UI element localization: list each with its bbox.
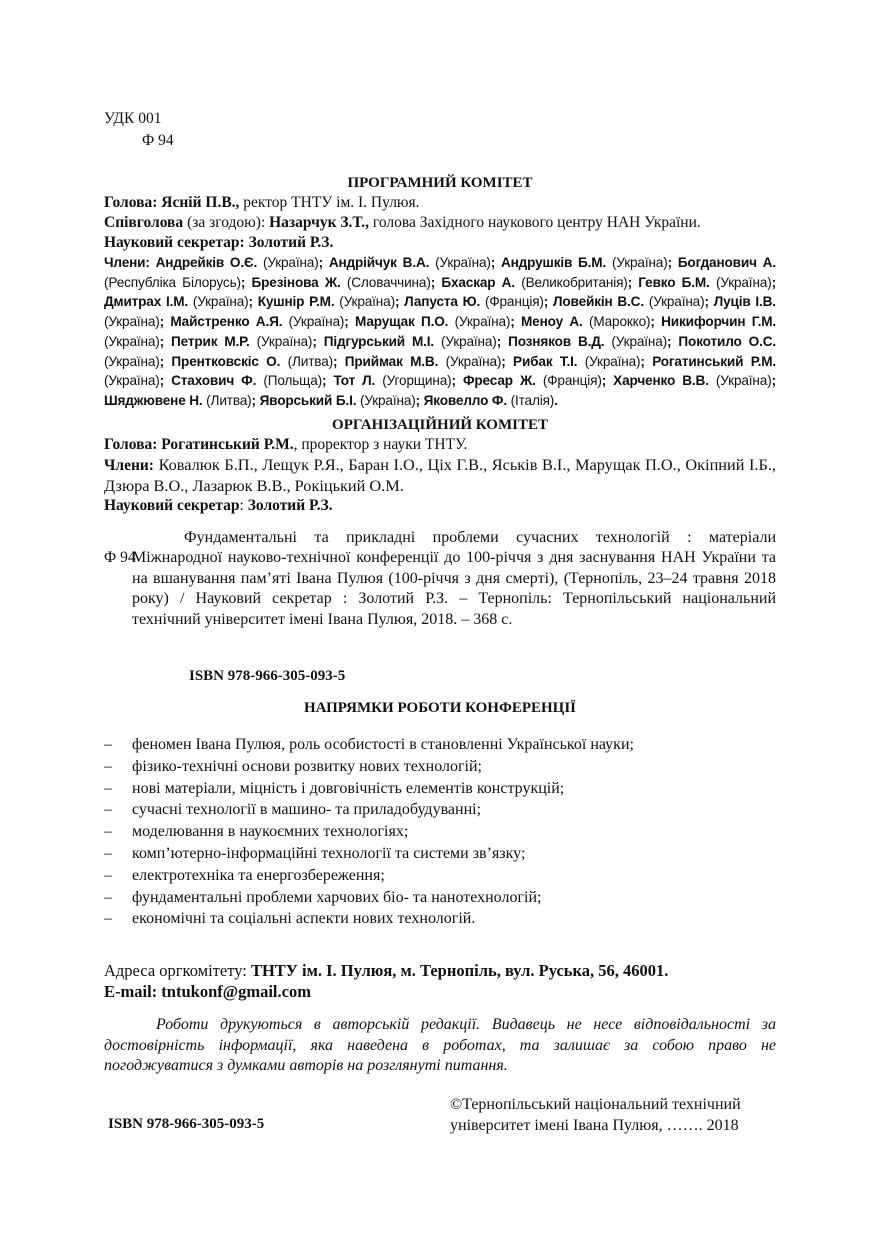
member-country: (Україна) xyxy=(334,294,395,310)
org-chair-role: , проректор з науки ТНТУ. xyxy=(293,436,468,453)
secretary-label: Науковий секретар: xyxy=(104,234,245,251)
member-name: Фресар Ж. xyxy=(462,373,536,389)
direction-item xyxy=(104,844,776,866)
member-country: (Україна) xyxy=(104,314,160,330)
member-entry: Петрик М.Р. (Україна); xyxy=(171,333,324,349)
dash-bullet: – xyxy=(104,757,112,775)
direction-item xyxy=(104,888,776,910)
member-country: (Україна) xyxy=(356,392,416,408)
address-line xyxy=(104,960,668,981)
program-committee-secretary xyxy=(104,233,776,253)
org-members-text: Ковалюк Б.П., Лещук Р.Я., Баран І.О., Ціх Г.В., Яськів В.І., Марущак П.О., Окіпний І.Б., Дзюра В.О., Лазарюк В.В., Рокіцький О.М. xyxy=(104,455,776,495)
member-entry: Лапуста Ю. (Франція); xyxy=(404,294,554,310)
member-entry: Никифорчин Г.М. (Україна); xyxy=(104,314,777,349)
member-entry: Луців І.В. (Україна); xyxy=(104,294,776,330)
member-country: (Україна) xyxy=(188,294,249,310)
member-name: Рибак Т.І. xyxy=(513,353,578,369)
direction-item xyxy=(104,909,776,931)
member-name: Покотило О.С. xyxy=(678,333,776,349)
member-country: (Франція) xyxy=(535,373,602,389)
member-entry: Брезінова Ж. (Словаччина); xyxy=(251,274,442,290)
udk-code: УДК 001 xyxy=(104,110,162,127)
member-entry: Приймак М.В. (Україна); xyxy=(344,353,514,369)
directions-title: НАПРЯМКИ РОБОТИ КОНФЕРЕНЦІЇ xyxy=(303,700,577,716)
member-entry: Кушнір Р.М. (Україна); xyxy=(257,294,405,310)
member-name: Рогатинський Р.М. xyxy=(652,353,776,369)
member-name: Стахович Ф. xyxy=(171,373,257,389)
dash-bullet: – xyxy=(104,888,112,906)
member-country: (Україна) xyxy=(282,314,345,330)
org-secretary-sep: : xyxy=(239,497,248,514)
organizing-committee xyxy=(104,415,776,516)
member-country: (Україна) xyxy=(606,255,668,270)
member-entry: Гевко Б.М. (Україна); xyxy=(638,274,776,290)
member-country: (Україна) xyxy=(249,333,313,349)
member-name: Меноу А. xyxy=(520,314,583,330)
org-secretary-label: Науковий секретар xyxy=(104,497,240,514)
program-committee-cochair xyxy=(104,213,776,233)
member-name: Андрійчук В.А. xyxy=(328,255,430,270)
member-entry: Майстренко А.Я. (Україна); xyxy=(170,314,355,330)
org-members-label: Члени: xyxy=(104,457,154,474)
program-committee-title: ПРОГРАМНИЙ КОМІТЕТ xyxy=(347,175,533,191)
secretary-name: Золотий Р.З. xyxy=(248,234,334,251)
direction-text: електротехніка та енергозбереження; xyxy=(132,866,385,884)
direction-text: комп’ютерно-інформаційні технології та системи зв’язку; xyxy=(132,844,526,862)
program-committee xyxy=(104,173,776,411)
member-entry: Андрейків О.Є. (Україна); xyxy=(155,255,329,270)
biblio-text: Фундаментальні та прикладні проблеми сучасних технологій : матеріали Міжнародної науково-технічної конференції до 100-річчя з дня заснування НАН України та на вшанування пам’яті Івана Пулюя (100-річчя з дня смерті), (Тернопіль, 23–24 травня 2018 року) / Науковий секретар : Золотий Р.З. – Тернопіль: Тернопільський національний технічний університет імені Івана Пулюя, 2018. – 368 с. xyxy=(132,529,776,628)
dash-bullet: – xyxy=(104,910,112,928)
member-entry: Марущак П.О. (Україна); xyxy=(355,314,521,330)
member-country: (Україна) xyxy=(104,333,160,349)
direction-item xyxy=(104,800,776,822)
member-name: Брезінова Ж. xyxy=(251,274,341,290)
isbn: ISBN 978-966-305-093-5 xyxy=(189,668,346,684)
direction-text: фундаментальні проблеми харчових біо- та нанотехнологій; xyxy=(132,888,542,906)
organizing-committee-title: ОРГАНІЗАЦІЙНИЙ КОМІТЕТ xyxy=(332,417,548,433)
member-entry: Бхаскар А. (Великобританія); xyxy=(441,274,639,290)
direction-item xyxy=(104,822,776,844)
member-name: Бхаскар А. xyxy=(441,274,515,290)
member-name: Приймак М.В. xyxy=(344,353,439,369)
copyright-line-1: ©Тернопільський національний технічний xyxy=(450,1096,741,1113)
member-entry: Покотило О.С. (Україна); xyxy=(104,333,776,369)
email-value[interactable]: tntukonf@gmail.com xyxy=(161,982,311,1001)
member-entry: Тот Л. (Угорщина); xyxy=(333,373,463,389)
member-name: Лапуста Ю. xyxy=(404,294,481,310)
chair-label: Голова: xyxy=(104,194,158,211)
bibliographic-record xyxy=(104,528,776,630)
disclaimer: Роботи друкуються в авторській редакції. Видавець не несе відповідальності за достовірність інформації, яка наведена в роботах, та залишає за собою право не погоджуватися з думками авторів на розглянуті питання. xyxy=(104,1016,776,1074)
direction-item xyxy=(104,779,776,801)
members-label: Члени: xyxy=(104,255,150,270)
cochair-name: Назарчук З.Т., xyxy=(269,214,369,231)
chair-role: ректор ТНТУ ім. І. Пулюя. xyxy=(243,194,420,211)
member-name: Кушнір Р.М. xyxy=(257,294,335,310)
member-entry: Андрійчук В.А. (Україна); xyxy=(328,255,501,270)
member-name: Яковелло Ф. xyxy=(423,392,507,408)
email-line xyxy=(104,981,668,1002)
member-entry: Рогатинський Р.М. (Україна); xyxy=(104,353,776,389)
member-entry: Яворський Б.І. (Україна); xyxy=(259,392,424,408)
member-entry: Підгурський М.І. (Україна); xyxy=(323,333,509,349)
dash-bullet: – xyxy=(104,779,112,797)
chair-name: Ясній П.В., xyxy=(161,194,240,211)
member-country: (Литва) xyxy=(280,353,333,369)
direction-text: моделювання в наукоємних технологіях; xyxy=(132,823,409,841)
dash-bullet: – xyxy=(104,866,112,884)
member-name: Дмитрах І.М. xyxy=(104,294,189,310)
address-label: Адреса оргкомітету: xyxy=(104,961,251,980)
member-country: (Республіка Білорусь) xyxy=(104,274,241,290)
direction-item xyxy=(104,735,776,757)
direction-text: сучасні технології в машино- та приладобудуванні; xyxy=(132,801,482,819)
member-name: Андрейків О.Є. xyxy=(155,255,258,270)
program-committee-members xyxy=(104,253,776,411)
member-country: (Україна) xyxy=(709,274,772,290)
member-name: Петрик М.Р. xyxy=(171,333,250,349)
direction-text: феномен Івана Пулюя, роль особистості в становленні Української науки; xyxy=(132,736,634,753)
member-country: (Україна) xyxy=(448,314,511,330)
dash-bullet: – xyxy=(104,823,112,841)
member-entry: Дмитрах І.М. (Україна); xyxy=(104,294,258,310)
member-name: Позняков В.Д. xyxy=(508,333,605,349)
member-name: Яворський Б.І. xyxy=(259,392,357,408)
members-list xyxy=(104,255,776,408)
member-entry: Меноу А. (Марокко); xyxy=(520,314,662,330)
direction-text: економічні та соціальні аспекти нових технологій. xyxy=(132,910,476,928)
member-country: (Україна) xyxy=(429,255,491,270)
member-name: Майстренко А.Я. xyxy=(170,314,283,330)
member-name: Підгурський М.І. xyxy=(323,333,435,349)
member-country: (Марокко) xyxy=(582,314,651,330)
dash-bullet: – xyxy=(104,736,112,753)
member-country: (Україна) xyxy=(577,353,641,369)
member-country: (Великобританія) xyxy=(514,274,628,290)
member-country: (Україна) xyxy=(438,353,502,369)
catalog-index: Ф 94 xyxy=(142,132,174,149)
member-name: Луців І.В. xyxy=(713,294,776,310)
member-country: (Франція) xyxy=(480,294,544,310)
member-entry: Харченко В.В. (Україна); xyxy=(613,373,776,389)
contacts xyxy=(104,960,668,1002)
footer-isbn: ISBN 978-966-305-093-5 xyxy=(108,1116,265,1132)
member-country: (Україна) xyxy=(643,294,705,310)
dash-bullet: – xyxy=(104,801,112,819)
member-name: Прентковскіс О. xyxy=(171,353,281,369)
member-name: Богданович А. xyxy=(677,255,776,270)
directions-list xyxy=(104,735,776,931)
member-country: (Україна) xyxy=(257,255,319,270)
member-entry: Рибак Т.І. (Україна); xyxy=(513,353,653,369)
dash-bullet: – xyxy=(104,844,112,862)
organizing-committee-secretary xyxy=(104,496,776,516)
biblio-code: Ф 94 xyxy=(104,549,136,566)
member-name: Гевко Б.М. xyxy=(638,274,710,290)
member-country: (Італія) xyxy=(506,392,555,408)
member-country: (Литва) xyxy=(202,392,252,408)
direction-text: нові матеріали, міцність і довговічність елементів конструкцій; xyxy=(132,779,565,797)
member-entry: Ловейкін В.С. (Україна); xyxy=(553,294,714,310)
member-country: (Угорщина) xyxy=(375,373,452,389)
member-entry: Яковелло Ф. (Італія). xyxy=(423,392,558,408)
address-value: ТНТУ ім. І. Пулюя, м. Тернопіль, вул. Руська, 56, 46001. xyxy=(250,961,669,980)
member-country: (Польща) xyxy=(256,373,322,389)
program-committee-chair xyxy=(104,193,776,213)
org-secretary-name: Золотий Р.З. xyxy=(247,497,333,514)
direction-item xyxy=(104,866,776,888)
member-entry: Стахович Ф. (Польща); xyxy=(171,373,334,389)
organizing-committee-chair xyxy=(104,435,776,455)
email-label: E-mail: xyxy=(104,982,162,1001)
member-name: Харченко В.В. xyxy=(613,373,709,389)
cochair-label: Співголова xyxy=(104,214,184,231)
member-entry: Андрушків Б.М. (Україна); xyxy=(500,255,678,270)
member-entry: Богданович А. (Республіка Білорусь); xyxy=(104,255,776,290)
organizing-committee-members xyxy=(104,455,776,496)
direction-text: фізико-технічні основи розвитку нових технологій; xyxy=(132,757,482,775)
member-name: Никифорчин Г.М. xyxy=(661,314,777,330)
member-country: (Україна) xyxy=(434,333,497,349)
org-chair-label: Голова: Рогатинський Р.М. xyxy=(104,436,294,453)
member-name: Шяджювене Н. xyxy=(104,392,203,408)
member-entry: Позняков В.Д. (Україна); xyxy=(508,333,679,349)
member-name: Тот Л. xyxy=(333,373,376,389)
cochair-role: голова Західного наукового центру НАН України. xyxy=(372,214,701,231)
cochair-note: (за згодою): xyxy=(187,214,266,231)
direction-item xyxy=(104,757,776,779)
member-country: (Україна) xyxy=(104,373,160,389)
member-name: Марущак П.О. xyxy=(355,314,449,330)
member-entry: Прентковскіс О. (Литва); xyxy=(171,353,345,369)
member-name: Ловейкін В.С. xyxy=(553,294,644,310)
copyright xyxy=(450,1094,776,1136)
member-entry: Фресар Ж. (Франція); xyxy=(462,373,614,389)
member-name: Андрушків Б.М. xyxy=(500,255,607,270)
member-country: (Україна) xyxy=(604,333,668,349)
member-entry: Шяджювене Н. (Литва); xyxy=(104,392,260,408)
member-country: (Україна) xyxy=(708,373,772,389)
member-country: (Словаччина) xyxy=(340,274,431,290)
member-country: (Україна) xyxy=(104,353,160,369)
copyright-line-2: університет імені Івана Пулюя, ……. 2018 xyxy=(450,1117,739,1134)
